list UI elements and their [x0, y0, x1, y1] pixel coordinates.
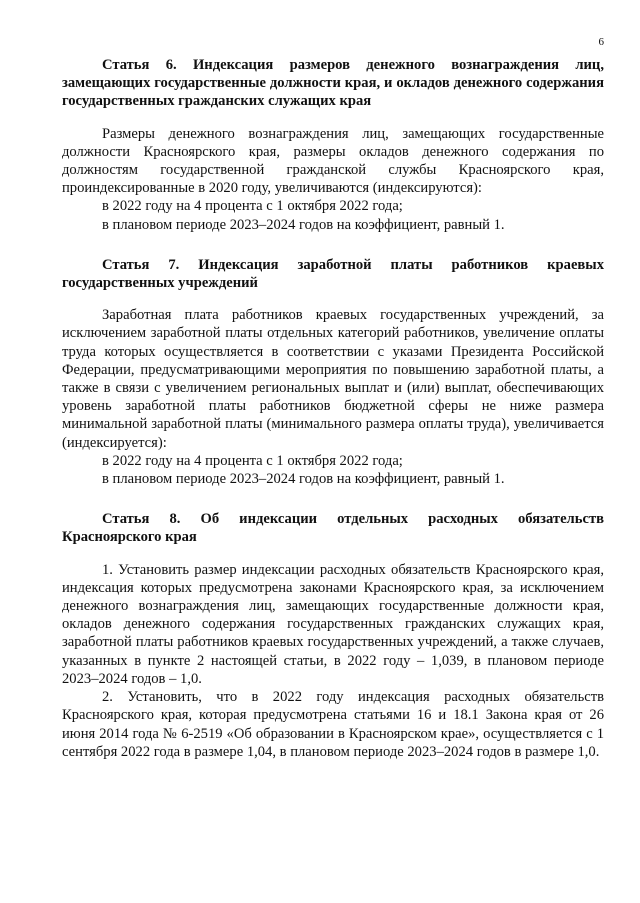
article-8-paragraph-2: 2. Установить, что в 2022 году индексация расходных обязательств Красноярского края, которая предусмотрена статьями 16 и 18.1 Закона края от 26 июня 2014 года № 6-2519 «Об образовании в Красноярском крае», осуществляется с 1 сентября 2022 года в размере 1,04, в плановом периоде 2023–2024 годов в размере 1,0.: [62, 689, 604, 760]
article-6-item-2022: в 2022 году на 4 процента с 1 октября 2022 года;: [102, 198, 403, 215]
document-body: [62, 56, 604, 761]
article-8-paragraph-1: 1. Установить размер индексации расходных обязательств Красноярского края, индексация которых предусмотрена законами Красноярского края, за исключением денежного вознаграждения лиц, замещающих государственные должности края, окладов денежного содержания государственных гражданских служащих края, заработной платы работников краевых государственных учреждений, а также случаев, указанных в пункте 2 настоящей статьи, в 2022 году – 1,039, в плановом периоде 2023–2024 годов – 1,0.: [62, 561, 604, 687]
article-6-paragraph: Размеры денежного вознаграждения лиц, замещающих государственные должности Красноярского края, размеры окладов денежного содержания по должностям государственной гражданской службы Красноярского края, проиндексированные в 2020 году, увеличиваются (индексируются):: [62, 125, 604, 197]
article-8-heading: Статья 8. Об индексации отдельных расходных обязательств Красноярского края: [62, 511, 604, 546]
article-7-item-planned: в плановом периоде 2023–2024 годов на коэффициент, равный 1.: [102, 471, 505, 488]
article-6-item-planned: в плановом периоде 2023–2024 годов на коэффициент, равный 1.: [102, 216, 505, 233]
article-7-paragraph: Заработная плата работников краевых государственных учреждений, за исключением заработной платы отдельных категорий работников, увеличение оплаты труда которых осуществляется в соответствии с указами Президента Российской Федерации, предусматривающими мероприятия по повышению заработной платы, а также в связи с увеличением региональных выплат и (или) выплат, обеспечивающих уровень заработной платы работников бюджетной сферы не ниже размера минимальной заработной платы (минимального размера оплаты труда), увеличивается (индексируется):: [62, 307, 604, 451]
article-7: [62, 256, 604, 488]
article-7-item-2022: в 2022 году на 4 процента с 1 октября 2022 года;: [102, 452, 403, 469]
article-6-heading: Статья 6. Индексация размеров денежного вознаграждения лиц, замещающих государственные должности края, и окладов денежного содержания государственных гражданских служащих края: [62, 57, 604, 110]
article-8: [62, 510, 604, 761]
article-6: [62, 56, 604, 234]
page-number: 6: [598, 36, 604, 48]
article-7-heading: Статья 7. Индексация заработной платы работников краевых государственных учреждений: [62, 256, 604, 292]
